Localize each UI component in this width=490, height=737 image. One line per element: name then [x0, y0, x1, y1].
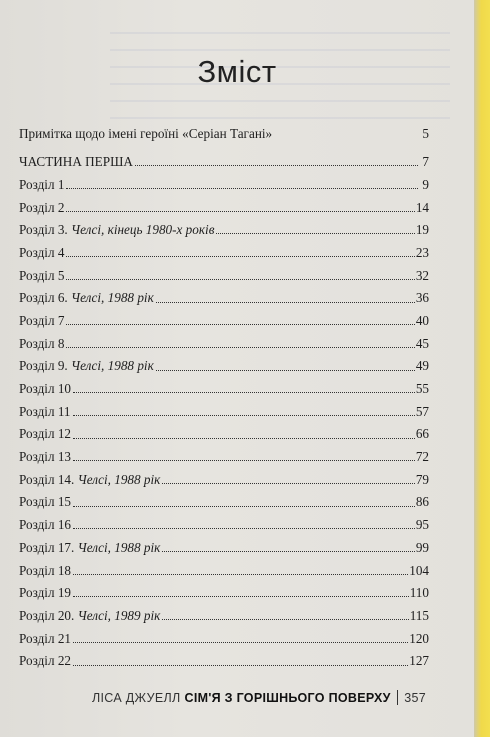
toc-entry-page: 45 — [415, 335, 429, 351]
toc-dot-leader — [73, 506, 415, 507]
toc-dot-leader — [156, 302, 415, 303]
toc-entry-label — [19, 405, 71, 418]
toc-entry-page: 40 — [415, 312, 429, 328]
toc-entry-label — [19, 427, 71, 440]
toc-entry-title: Розділ 9. — [19, 358, 68, 374]
toc-entry-label — [19, 382, 71, 395]
toc-entry — [19, 259, 429, 282]
toc-entry-title: Розділ 7 — [19, 312, 65, 328]
toc-entry — [19, 486, 429, 509]
toc-entry-page: 110 — [409, 585, 429, 601]
toc-entry-label — [19, 337, 64, 350]
toc-dot-leader — [66, 324, 414, 325]
toc-entry-label — [19, 586, 71, 599]
toc-entry-subtitle: Челсі, 1988 рік — [77, 539, 161, 555]
toc-dot-leader — [73, 528, 415, 529]
toc-entry-title: Розділ 6. — [19, 290, 68, 306]
table-of-contents — [19, 118, 429, 668]
toc-entry — [19, 441, 429, 464]
toc-entry-label — [19, 473, 160, 486]
toc-dot-leader — [73, 438, 415, 439]
toc-entry-title: Примітка щодо імені героїні «Серіан Тагані» — [19, 126, 273, 142]
toc-dot-leader — [162, 483, 414, 484]
toc-entry-title: Розділ 20. — [19, 607, 75, 623]
toc-dot-leader — [135, 165, 418, 166]
toc-entry-subtitle: Челсі, кінець 1980-х років — [71, 222, 215, 238]
toc-entry-label — [19, 314, 64, 327]
toc-entry-label — [19, 518, 71, 531]
toc-entry-page: 9 — [422, 176, 429, 192]
toc-dot-leader — [66, 188, 418, 189]
toc-entry-label — [19, 246, 64, 259]
toc-entry — [19, 327, 429, 350]
toc-entry-subtitle: Челсі, 1988 рік — [71, 358, 154, 374]
toc-entry — [19, 373, 429, 396]
toc-entry-subtitle: Челсі, 1988 рік — [77, 471, 161, 487]
toc-entry — [19, 645, 429, 668]
toc-entry-label — [19, 223, 214, 236]
toc-dot-leader — [73, 642, 408, 643]
toc-entry-page: 86 — [415, 494, 429, 510]
toc-entry-title: ЧАСТИНА ПЕРША — [19, 154, 133, 170]
toc-entry-label — [19, 155, 133, 168]
toc-entry-page: 36 — [415, 290, 429, 306]
toc-entry — [19, 554, 429, 577]
toc-entry-title: Розділ 15 — [19, 494, 72, 510]
footer-author: ЛІСА ДЖУЕЛЛ — [92, 690, 181, 705]
toc-entry-title: Розділ 3. — [19, 222, 68, 238]
toc-entry-page: 7 — [422, 154, 429, 170]
toc-entry — [19, 118, 429, 141]
toc-entry-page: 72 — [415, 449, 429, 465]
toc-dot-leader — [73, 415, 415, 416]
toc-entry-page: 19 — [415, 222, 429, 238]
toc-entry-title: Розділ 16 — [19, 517, 72, 533]
toc-entry — [19, 305, 429, 328]
toc-entry-title: Розділ 13 — [19, 449, 72, 465]
toc-dot-leader — [66, 347, 414, 348]
toc-dot-leader — [216, 233, 414, 234]
toc-dot-leader — [73, 574, 408, 575]
toc-entry — [19, 146, 429, 169]
toc-entry — [19, 531, 429, 554]
toc-entry-title: Розділ 8 — [19, 335, 65, 351]
toc-entry-title: Розділ 18 — [19, 562, 72, 578]
toc-dot-leader — [162, 619, 408, 620]
toc-entry-label — [19, 495, 71, 508]
toc-entry — [19, 350, 429, 373]
toc-entry-title: Розділ 12 — [19, 426, 72, 442]
toc-entry-title: Розділ 10 — [19, 381, 72, 397]
toc-entry-page: 95 — [415, 517, 429, 533]
toc-entry-title: Розділ 2 — [19, 199, 65, 215]
toc-entry — [19, 599, 429, 622]
toc-entry-title: Розділ 1 — [19, 176, 65, 192]
toc-entry-title: Розділ 4 — [19, 244, 65, 260]
toc-entry-page: 127 — [409, 653, 429, 669]
footer-book-title: СІМ'Я З ГОРІШНЬОГО ПОВЕРХУ — [184, 690, 391, 705]
toc-entry-label — [19, 541, 160, 554]
toc-dot-leader — [66, 279, 414, 280]
toc-entry-page: 66 — [415, 426, 429, 442]
toc-dot-leader — [162, 551, 414, 552]
toc-entry — [19, 463, 429, 486]
toc-entry-label — [19, 201, 64, 214]
toc-entry-label — [19, 291, 154, 304]
toc-entry-label — [19, 269, 64, 282]
toc-entry — [19, 622, 429, 645]
toc-entry-title: Розділ 5 — [19, 267, 65, 283]
toc-entry-page: 120 — [409, 630, 429, 646]
toc-entry-title: Розділ 11 — [19, 403, 71, 419]
page-title: Зміст — [197, 54, 277, 89]
toc-entry — [19, 509, 429, 532]
toc-entry-label — [19, 609, 160, 622]
toc-entry-page: 57 — [415, 403, 429, 419]
toc-entry — [19, 214, 429, 237]
toc-entry — [19, 191, 429, 214]
toc-entry-page: 79 — [415, 471, 429, 487]
toc-entry-label — [19, 450, 71, 463]
toc-entry-title: Розділ 22 — [19, 653, 72, 669]
toc-dot-leader — [66, 256, 414, 257]
toc-entry-page: 55 — [415, 381, 429, 397]
toc-entry-label — [19, 654, 71, 667]
toc-entry — [19, 395, 429, 418]
page-edge — [474, 0, 490, 737]
footer-page-number: 357 — [404, 690, 426, 705]
toc-entry-page: 104 — [409, 562, 429, 578]
toc-entry-title: Розділ 14. — [19, 471, 75, 487]
toc-entry — [19, 418, 429, 441]
toc-entry-page: 5 — [422, 126, 429, 142]
footer-divider — [397, 690, 399, 705]
toc-dot-leader — [156, 370, 415, 371]
toc-entry-subtitle: Челсі, 1988 рік — [71, 290, 154, 306]
toc-dot-leader — [73, 460, 415, 461]
toc-entry-label — [19, 178, 64, 191]
toc-entry-page: 32 — [415, 267, 429, 283]
toc-dot-leader — [73, 392, 415, 393]
toc-entry-label — [19, 632, 71, 645]
toc-entry — [19, 236, 429, 259]
toc-entry-title: Розділ 17. — [19, 539, 75, 555]
toc-entry-title: Розділ 21 — [19, 630, 72, 646]
toc-entry-page: 49 — [415, 358, 429, 374]
toc-entry-label — [19, 564, 71, 577]
toc-dot-leader — [73, 596, 409, 597]
toc-dot-leader — [66, 211, 414, 212]
toc-entry-subtitle: Челсі, 1989 рік — [77, 607, 161, 623]
toc-entry-page: 14 — [415, 199, 429, 215]
toc-entry-label — [19, 127, 272, 140]
running-footer — [92, 690, 426, 705]
toc-entry — [19, 282, 429, 305]
toc-entry-page: 99 — [415, 539, 429, 555]
toc-dot-leader — [73, 665, 408, 666]
toc-entry-title: Розділ 19 — [19, 585, 72, 601]
toc-entry — [19, 168, 429, 191]
toc-entry — [19, 577, 429, 600]
toc-entry-label — [19, 359, 154, 372]
toc-entry-page: 115 — [409, 607, 429, 623]
toc-entry-page: 23 — [415, 244, 429, 260]
